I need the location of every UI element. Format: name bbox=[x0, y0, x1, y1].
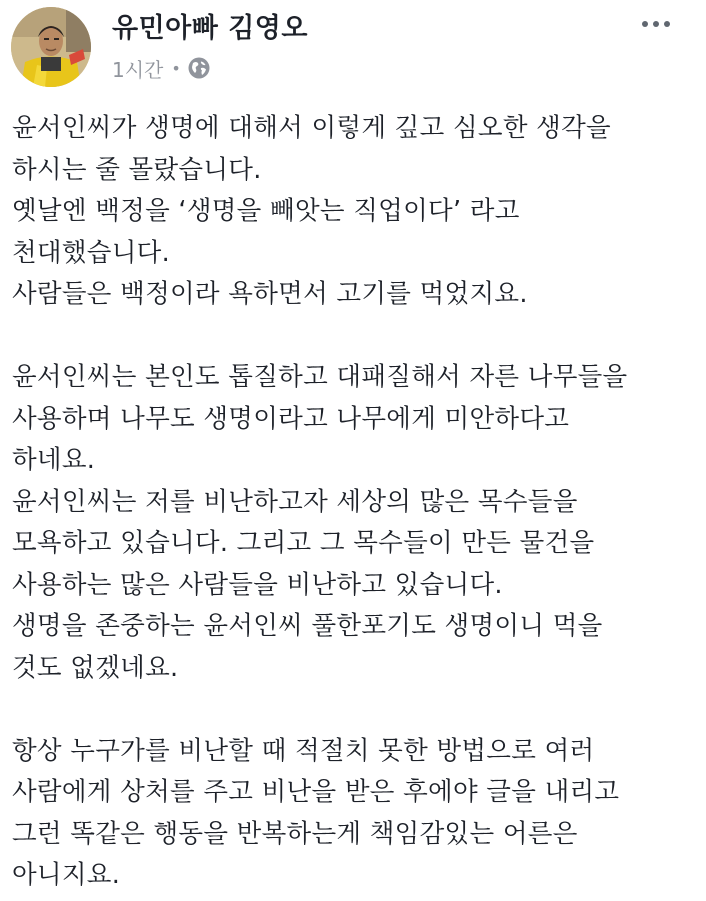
post-line: 사용하는 많은 사람들을 비난하고 있습니다. bbox=[12, 569, 503, 600]
post-timestamp[interactable]: 1시간 bbox=[112, 57, 164, 82]
post-line: 모욕하고 있습니다. 그리고 그 목수들이 만든 물건을 bbox=[12, 528, 595, 558]
post-line: 윤서인씨는 본인도 톱질하고 대패질해서 자른 나무들을 bbox=[12, 362, 628, 392]
post-line: 하시는 줄 몰랐습니다. bbox=[12, 154, 262, 185]
post-body bbox=[12, 108, 692, 897]
post-line: 사람에게 상처를 주고 비난을 받은 후에야 글을 내리고 bbox=[12, 777, 620, 807]
avatar-photo bbox=[11, 7, 91, 87]
post-line: 그런 똑같은 행동을 반복하는게 책임감있는 어른은 bbox=[12, 818, 578, 849]
author-name[interactable]: 유민아빠 김영오 bbox=[112, 13, 308, 44]
post-meta bbox=[112, 55, 211, 81]
more-dot bbox=[664, 21, 670, 27]
meta-separator: • bbox=[171, 58, 181, 78]
more-options-icon[interactable] bbox=[634, 6, 678, 42]
post-line: 옛날엔 백정을 ‘생명을 빼앗는 직업이다’ 라고 bbox=[12, 196, 520, 226]
post-line: 하네요. bbox=[12, 445, 96, 475]
more-dot bbox=[653, 21, 659, 27]
post-line: 항상 누구가를 비난할 때 적절치 못한 방법으로 여러 bbox=[12, 735, 595, 766]
post-line-blank bbox=[12, 689, 692, 731]
post-line-blank bbox=[12, 316, 692, 358]
post-line: 천대했습니다. bbox=[12, 237, 171, 268]
post-line: 윤서인씨가 생명에 대해서 이렇게 깊고 심오한 생각을 bbox=[12, 113, 611, 143]
post-line: 것도 없겠네요. bbox=[12, 652, 179, 683]
avatar[interactable] bbox=[11, 7, 91, 87]
post-header bbox=[0, 0, 706, 96]
more-dot bbox=[642, 21, 648, 27]
post-line: 생명을 존중하는 윤서인씨 풀한포기도 생명이니 먹을 bbox=[12, 611, 603, 641]
post-line: 아니지요. bbox=[12, 860, 121, 890]
post-line: 윤서인씨는 저를 비난하고자 세상의 많은 목수들을 bbox=[12, 486, 578, 517]
globe-icon[interactable] bbox=[187, 56, 211, 80]
post-line: 사람들은 백정이라 욕하면서 고기를 먹었지요. bbox=[12, 279, 528, 309]
post-line: 사용하며 나무도 생명이라고 나무에게 미안하다고 bbox=[12, 403, 570, 434]
